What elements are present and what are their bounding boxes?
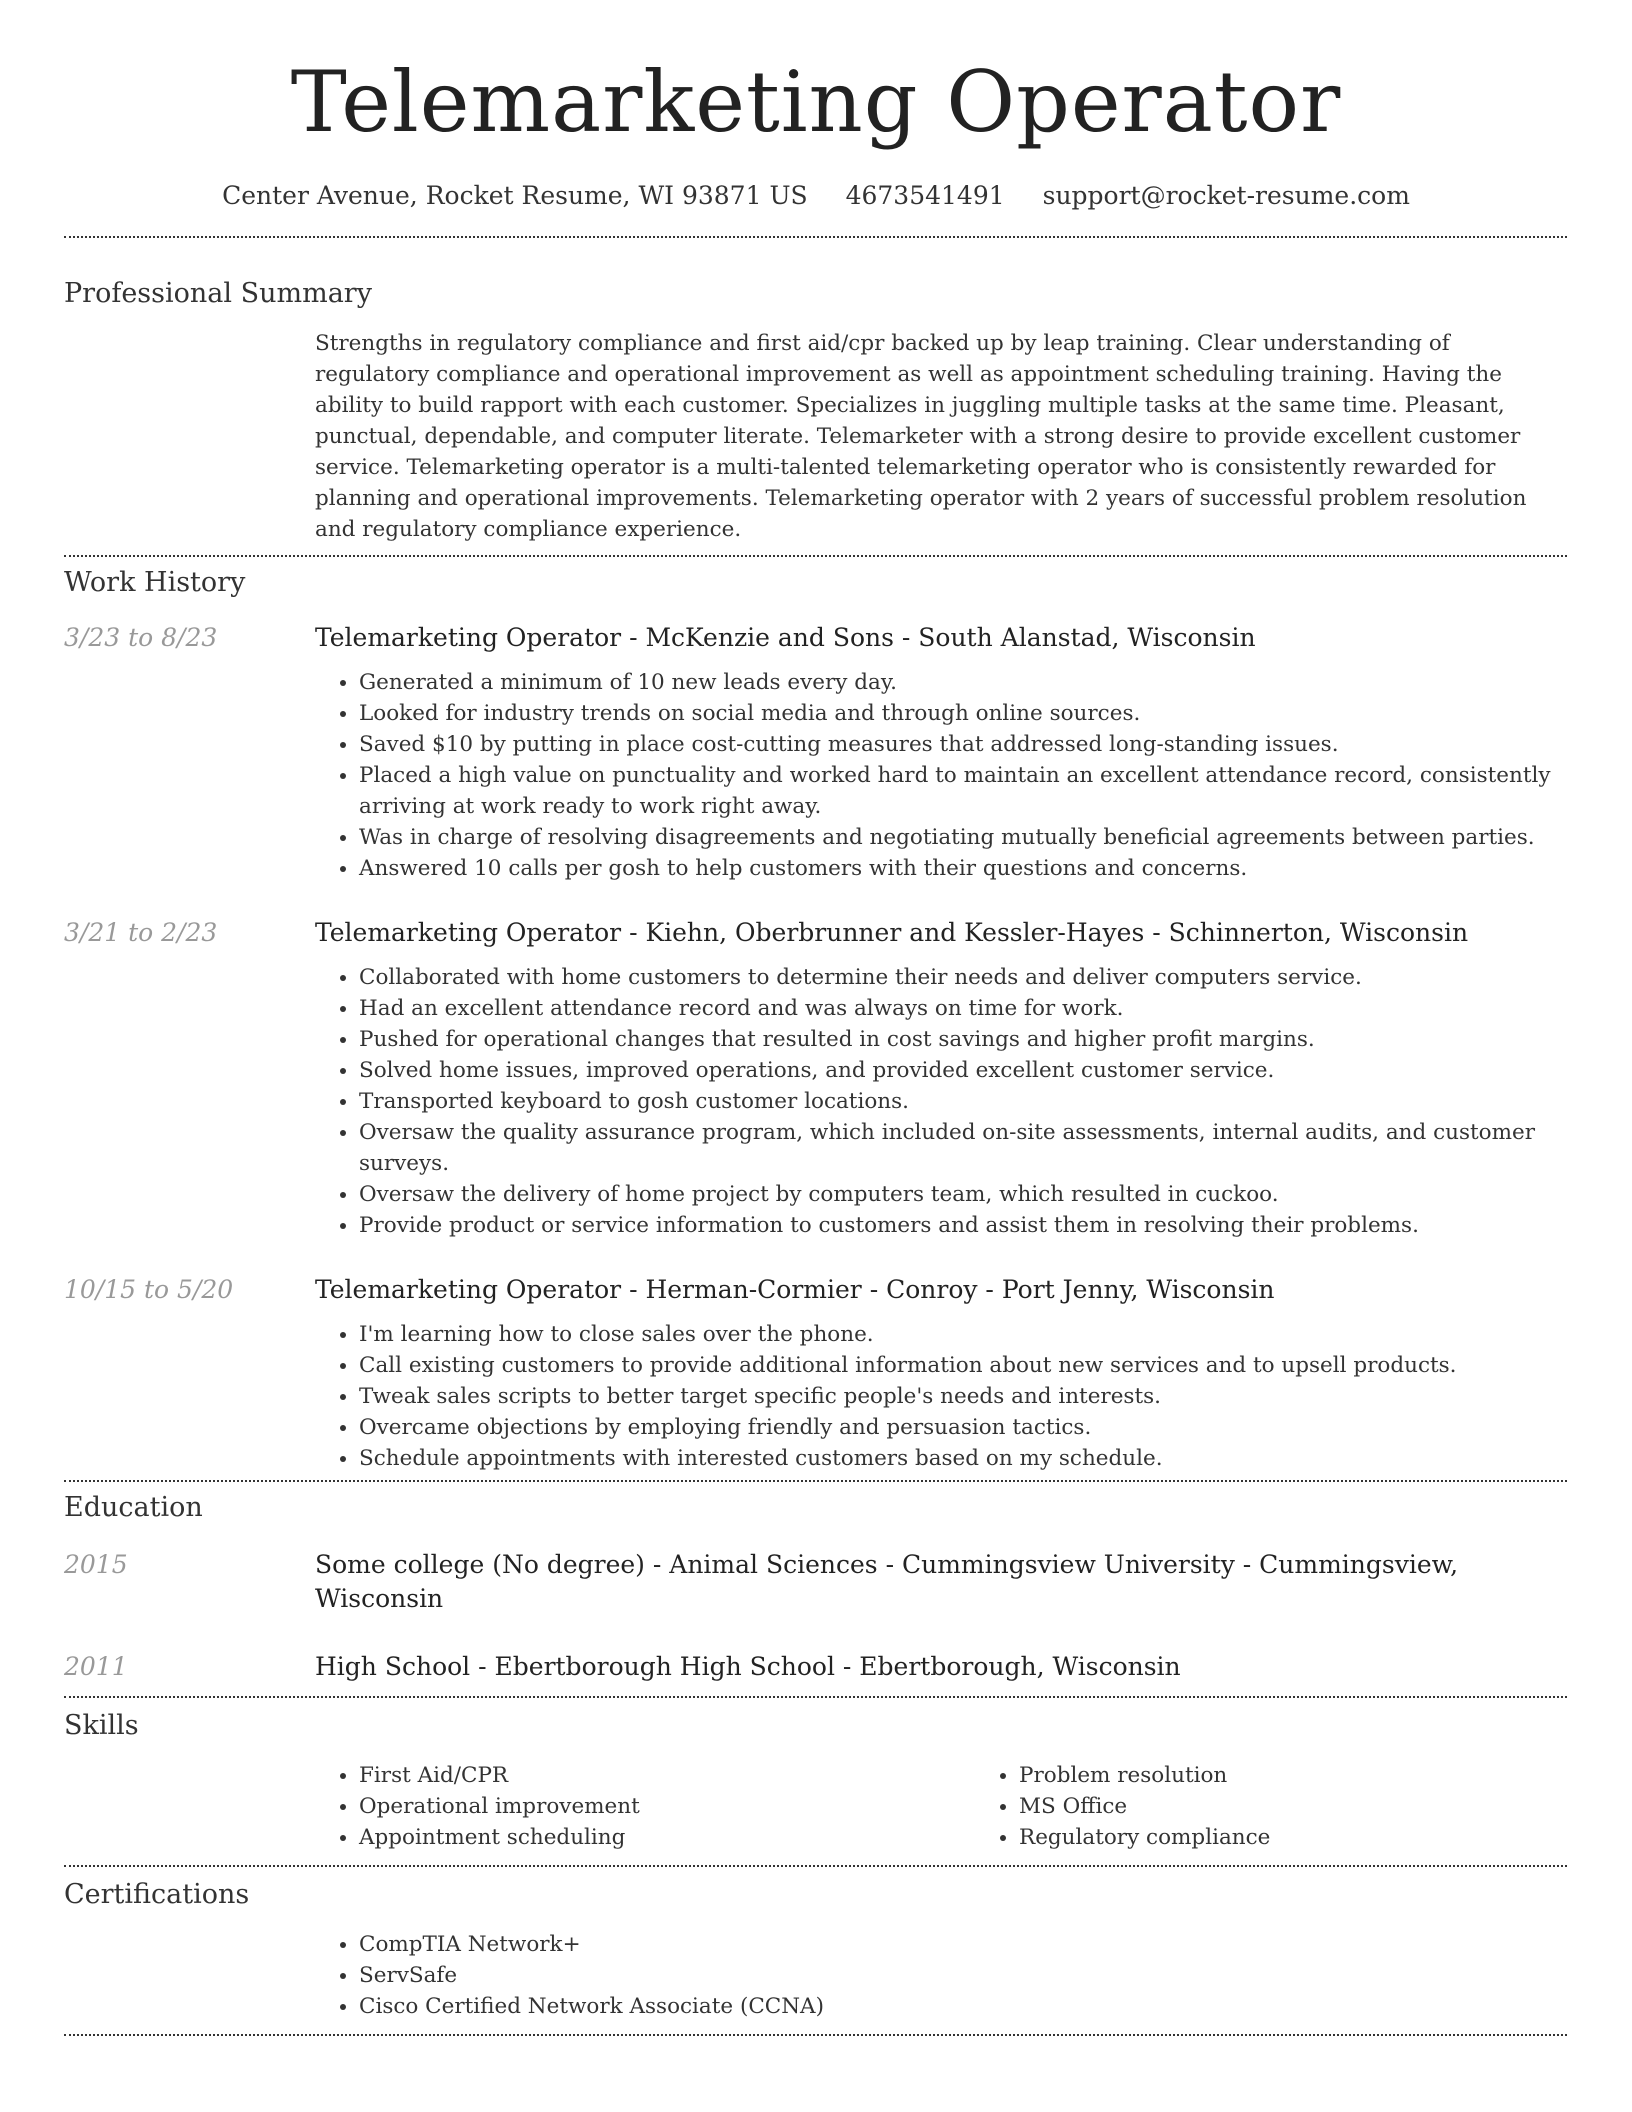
list-item: • Appointment scheduling bbox=[359, 1822, 975, 1853]
divider bbox=[64, 2034, 1567, 2036]
list-item: • Solved home issues, improved operations, and provided excellent customer service. bbox=[359, 1055, 1567, 1086]
work-title: Work History bbox=[64, 567, 246, 598]
summary-text: Strengths in regulatory compliance and first aid/cpr backed up by leap training. Clear understanding of regulatory compliance and operational improvement as well as appointment scheduling training. Having the ability to build rapport with each customer. Specializes in juggling multiple tasks at the same time. Pleasant, punctual, dependable, and computer literate. Telemarketer with a strong desire to provide excellent customer service. Telemarketing operator is a multi-talented telemarketing operator who is consistently rewarded for planning and operational improvements. Telemarketing operator with 2 years of successful problem resolution and regulatory compliance experience. bbox=[315, 331, 1527, 542]
job-bullets bbox=[315, 1319, 1567, 1474]
education-year: 2015 bbox=[64, 1550, 128, 1579]
work-section bbox=[64, 565, 1567, 1474]
education-heading: Some college (No degree) - Animal Sciences - Cummingsview University - Cummingsview, Wisconsin bbox=[315, 1550, 1459, 1613]
skills-list-left bbox=[315, 1760, 975, 1853]
list-item: • Generated a minimum of 10 new leads every day. bbox=[359, 667, 1567, 698]
list-item: • Problem resolution bbox=[1019, 1760, 1632, 1791]
job-heading: Telemarketing Operator - Herman-Cormier - Conroy - Port Jenny, Wisconsin bbox=[315, 1275, 1275, 1304]
list-item: • Transported keyboard to gosh customer locations. bbox=[359, 1086, 1567, 1117]
list-item: • Oversaw the delivery of home project by computers team, which resulted in cuckoo. bbox=[359, 1179, 1567, 1210]
list-item: • Collaborated with home customers to determine their needs and deliver computers service. bbox=[359, 962, 1567, 993]
job-dates: 3/23 to 8/23 bbox=[64, 623, 218, 652]
summary-section bbox=[64, 276, 1567, 545]
divider bbox=[64, 555, 1567, 557]
list-item: • Operational improvement bbox=[359, 1791, 975, 1822]
contact-phone: 4673541491 bbox=[845, 181, 1005, 210]
list-item: • Regulatory compliance bbox=[1019, 1822, 1632, 1853]
list-item: • Schedule appointments with interested customers based on my schedule. bbox=[359, 1443, 1567, 1474]
contact-email: support@rocket-resume.com bbox=[1042, 181, 1410, 210]
job-heading: Telemarketing Operator - McKenzie and Sons - South Alanstad, Wisconsin bbox=[315, 623, 1256, 652]
list-item: • ServSafe bbox=[359, 1960, 1567, 1991]
list-item: • Had an excellent attendance record and was always on time for work. bbox=[359, 993, 1567, 1024]
education-title: Education bbox=[64, 1492, 203, 1523]
job-dates: 10/15 to 5/20 bbox=[64, 1275, 234, 1304]
list-item: • Provide product or service information to customers and assist them in resolving their problems. bbox=[359, 1210, 1567, 1241]
resume-name: Telemarketing Operator bbox=[290, 53, 1342, 151]
certifications-title: Certifications bbox=[64, 1879, 250, 1910]
skills-section bbox=[64, 1708, 1567, 1853]
list-item: • Answered 10 calls per gosh to help customers with their questions and concerns. bbox=[359, 853, 1567, 884]
certifications-section bbox=[64, 1877, 1567, 2022]
job-bullets bbox=[315, 962, 1567, 1241]
job-bullets bbox=[315, 667, 1567, 884]
list-item: • Placed a high value on punctuality and worked hard to maintain an excellent attendance record, consistently arriving at work ready to work right away. bbox=[359, 760, 1567, 822]
list-item: • First Aid/CPR bbox=[359, 1760, 975, 1791]
job-entry bbox=[64, 1273, 1567, 1474]
skills-list-right bbox=[975, 1760, 1632, 1853]
education-entry bbox=[64, 1650, 1567, 1684]
certifications-list bbox=[315, 1929, 1567, 2022]
list-item: • Saved $10 by putting in place cost-cutting measures that addressed long-standing issues. bbox=[359, 729, 1567, 760]
divider bbox=[64, 1696, 1567, 1698]
divider bbox=[64, 236, 1567, 238]
skills-title: Skills bbox=[64, 1710, 139, 1741]
list-item: • Was in charge of resolving disagreements and negotiating mutually beneficial agreements between parties. bbox=[359, 822, 1567, 853]
list-item: • Oversaw the quality assurance program, which included on-site assessments, internal audits, and customer surveys. bbox=[359, 1117, 1567, 1179]
education-year: 2011 bbox=[64, 1652, 128, 1681]
job-heading: Telemarketing Operator - Kiehn, Oberbrunner and Kessler-Hayes - Schinnerton, Wisconsin bbox=[315, 918, 1469, 947]
contact-line bbox=[0, 180, 1632, 212]
list-item: • Call existing customers to provide additional information about new services and to upsell products. bbox=[359, 1350, 1567, 1381]
education-entry bbox=[64, 1548, 1567, 1616]
list-item: • Cisco Certified Network Associate (CCNA) bbox=[359, 1991, 1567, 2022]
job-entry bbox=[64, 621, 1567, 884]
divider bbox=[64, 1480, 1567, 1482]
education-section bbox=[64, 1490, 1567, 1684]
list-item: • Overcame objections by employing friendly and persuasion tactics. bbox=[359, 1412, 1567, 1443]
contact-address: Center Avenue, Rocket Resume, WI 93871 US bbox=[222, 181, 808, 210]
summary-title: Professional Summary bbox=[64, 278, 372, 309]
job-entry bbox=[64, 916, 1567, 1241]
job-dates: 3/21 to 2/23 bbox=[64, 918, 218, 947]
list-item: • I'm learning how to close sales over the phone. bbox=[359, 1319, 1567, 1350]
list-item: • MS Office bbox=[1019, 1791, 1632, 1822]
divider bbox=[64, 1865, 1567, 1867]
list-item: • Tweak sales scripts to better target specific people's needs and interests. bbox=[359, 1381, 1567, 1412]
education-heading: High School - Ebertborough High School - Ebertborough, Wisconsin bbox=[315, 1652, 1181, 1681]
list-item: • Looked for industry trends on social media and through online sources. bbox=[359, 698, 1567, 729]
list-item: • CompTIA Network+ bbox=[359, 1929, 1567, 1960]
list-item: • Pushed for operational changes that resulted in cost savings and higher profit margins. bbox=[359, 1024, 1567, 1055]
